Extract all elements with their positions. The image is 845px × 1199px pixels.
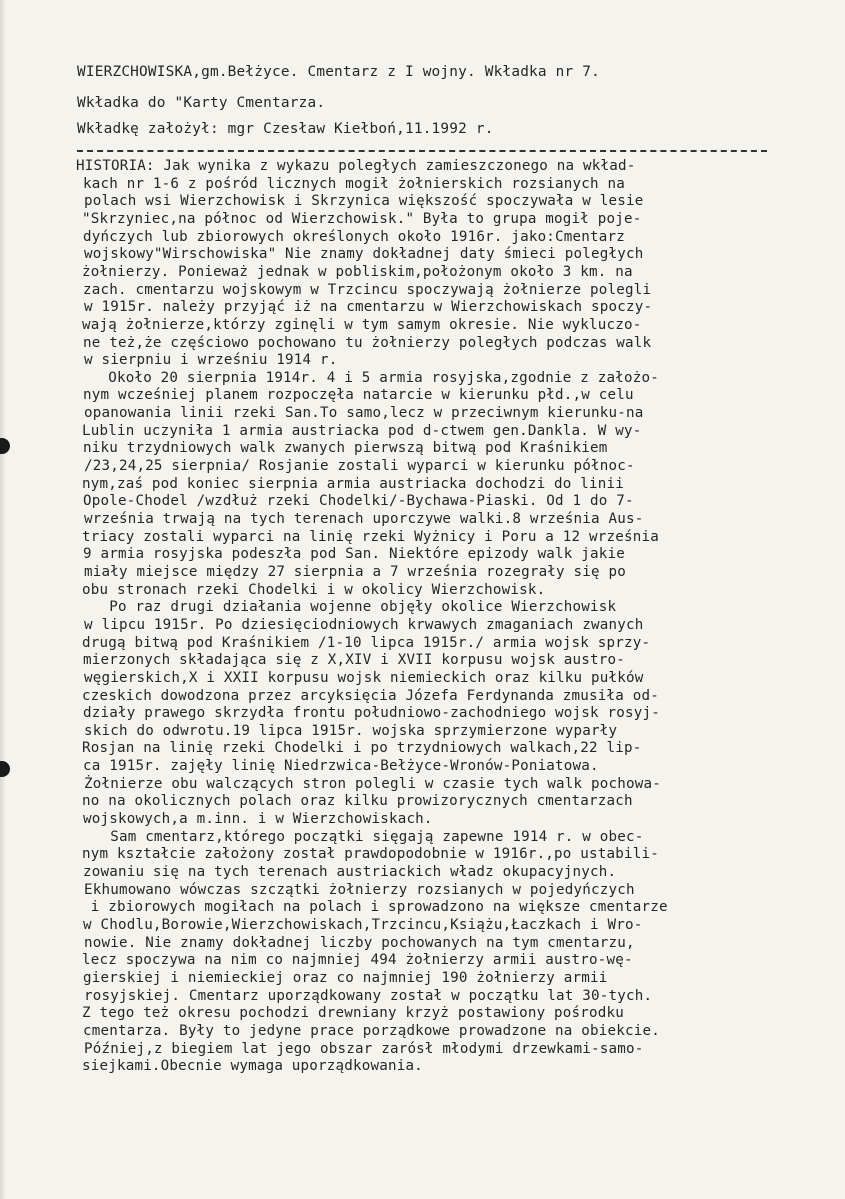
body-line: polach wsi Wierzchowisk i Skrzynica większość spoczywała w lesie xyxy=(84,193,644,210)
body-line: zowaniu się na tych terenach austriackich władz okupacyjnych. xyxy=(83,864,617,880)
body-line: czeskich dowodzona przez arcyksięcia Józefa Ferdynanda zmusiła od- xyxy=(82,687,659,704)
body-line: Około 20 sierpnia 1914r. 4 i 5 armia rosyjska,zgodnie z założo- xyxy=(82,369,659,386)
header-line-2: Wkładka do "Karty Cmentarza. xyxy=(77,95,326,111)
body-line: miały miejsce między 27 sierpnia a 7 września rozegrały się po xyxy=(84,563,626,580)
body-line: w Chodlu,Borowie,Wierzchowiskach,Trzcincu,Książu,Łaczkach i Wro- xyxy=(83,916,643,933)
body-line: obu stronach rzeki Chodelki i w okolicy Wierzchowisk. xyxy=(82,581,546,598)
body-line: ca 1915r. zajęły linię Niedrzwica-Bełżyce-Wronów-Poniatowa. xyxy=(83,758,599,775)
body-line: Lublin uczyniła 1 armia austriacka pod d-ctwem gen.Dankla. W wy- xyxy=(82,422,642,439)
punch-hole-top xyxy=(0,438,10,454)
body-line: Opole-Chodel /wzdłuż rzeki Chodelki/-Bychawa-Piaski. Od 1 do 7- xyxy=(83,493,634,510)
body-line: Sam cmentarz,którego początki sięgają zapewne 1914 r. w obec- xyxy=(84,828,644,845)
body-line: w sierpniu i wrześniu 1914 r. xyxy=(84,352,338,369)
header-line-1: WIERZCHOWISKA,gm.Bełżyce. Cmentarz z I wojny. Wkładka nr 7. xyxy=(77,64,600,80)
header-line-3: Wkładkę założył: mgr Czesław Kiełboń,11.1992 r. xyxy=(77,121,494,137)
body-line: dyńczych lub zbiorowych określonych około 1916r. jako:Cmentarz xyxy=(83,228,625,245)
body-line: 9 armia rosyjska podeszła pod San. Niektóre epizody walk jakie xyxy=(83,546,625,563)
body-line: kach nr 1-6 z pośród licznych mogił żołnierskich rozsianych na xyxy=(83,175,625,192)
body-line: Później,z biegiem lat jego obszar zarósł młodymi drzewkami-samo- xyxy=(84,1040,644,1057)
body-line: wają żołnierze,którzy zginęli w tym samym okresie. Nie wykluczo- xyxy=(82,316,642,333)
body-line: Rosjan na linię rzeki Chodelki i po trzydniowych walkach,22 lip- xyxy=(82,740,642,757)
body-line: nym,zaś pod koniec sierpnia armia austriacka dochodzi do linii xyxy=(82,475,624,492)
body-line: września trwają na tych terenach uporczywe walki.8 września Aus- xyxy=(84,511,644,527)
body-line: Po raz drugi działania wojenne objęły okolice Wierzchowisk xyxy=(83,599,617,616)
body-line: siejkami.Obecnie wymaga uporządkowania. xyxy=(82,1058,423,1075)
body-line: i zbiorowych mogiłach na polach i sprowadzono na większe cmentarze xyxy=(82,899,668,916)
body-line: działy prawego skrzydła frontu południowo-zachodniego wojsk rosyj- xyxy=(83,705,660,722)
body-line: zach. cmentarzu wojskowym w Trzcincu spoczywają żołnierze polegli xyxy=(83,281,652,298)
body-line: nym wcześniej planem rozpoczęła natarcie w kierunku płd.,w celu xyxy=(83,387,634,404)
body-line: Z tego też okresu pochodzi drewniany krzyż postawiony pośrodku xyxy=(82,1005,624,1022)
body-line: HISTORIA: Jak wynika z wykazu poległych zamieszczonego na wkład- xyxy=(76,158,636,174)
body-line: opanowania linii rzeki San.To samo,lecz w przeciwnym kierunku-na xyxy=(84,405,644,422)
body-line: skich do odwrotu.19 lipca 1915r. wojska sprzymierzone wyparły xyxy=(84,722,618,739)
body-line: mierzonych składająca się z X,XIV i XVII korpusu wojsk austro- xyxy=(83,652,625,669)
body-line: "Skrzyniec,na północ od Wierzchowisk." Była to grupa mogił poje- xyxy=(82,210,642,227)
body-line: /23,24,25 sierpnia/ Rosjanie zostali wyparci w kierunku północ- xyxy=(84,458,635,475)
body-line: wojskowych,a m.inn. i w Wierzchowiskach. xyxy=(83,811,433,828)
body-line: Ekhumowano wówczas szczątki żołnierzy rozsianych w pojedyńczych xyxy=(84,881,635,898)
body-line: w lipcu 1915r. Po dziesięciodniowych krwawych zmaganiach zwanych xyxy=(84,616,644,633)
body-line: nym kształcie założony został prawdopodobnie w 1916r.,po ustabili- xyxy=(82,846,659,863)
body-line: niku trzydniowych walk zwanych pierwszą bitwą pod Kraśnikiem xyxy=(83,440,608,457)
page-edge xyxy=(0,0,6,1199)
body-line: żołnierzy. Ponieważ jednak w pobliskim,położonym około 3 km. na xyxy=(82,263,633,280)
body-line: gierskiej i niemieckiej oraz co najmniej 190 żołnierzy armii xyxy=(83,969,608,986)
body-line: lecz spoczywa na nim co najmniej 494 żołnierzy armii austro-wę- xyxy=(82,952,633,969)
body-line: no na okolicznych polach oraz kilku prowizorycznych cmentarzach xyxy=(82,793,633,810)
body-line: wojskowy"Wirschowiska" Nie znamy dokładnej daty śmieci poległych xyxy=(84,246,644,263)
body-line: w 1915r. należy przyjąć iż na cmentarzu w Wierzchowiskach spoczy- xyxy=(84,299,653,316)
body-line: ne też,że częściowo pochowano tu żołnierzy poległych podczas walk xyxy=(83,334,652,351)
body-line: Żołnierze obu walczących stron polegli w czasie tych walk pochowa- xyxy=(84,775,661,792)
punch-hole-bottom xyxy=(0,761,10,777)
body-line: drugą bitwą pod Kraśnikiem /1-10 lipca 1915r./ armia wojsk sprzy- xyxy=(82,634,651,651)
body-line: triacy zostali wyparci na linię rzeki Wyżnicy i Poru a 12 września xyxy=(82,528,659,545)
body-line: nowie. Nie znamy dokładnej liczby pochowanych na tym cmentarzu, xyxy=(84,934,635,951)
body-line: węgierskich,X i XXII korpusu wojsk niemieckich oraz kilku pułków xyxy=(84,669,644,686)
separator-rule xyxy=(77,150,767,152)
body-line: cmentarza. Były to jedyne prace porządkowe prowadzone na obiekcie. xyxy=(83,1022,660,1039)
body-line: rosyjskiej. Cmentarz uporządkowany został w początku lat 30-tych. xyxy=(84,987,653,1004)
